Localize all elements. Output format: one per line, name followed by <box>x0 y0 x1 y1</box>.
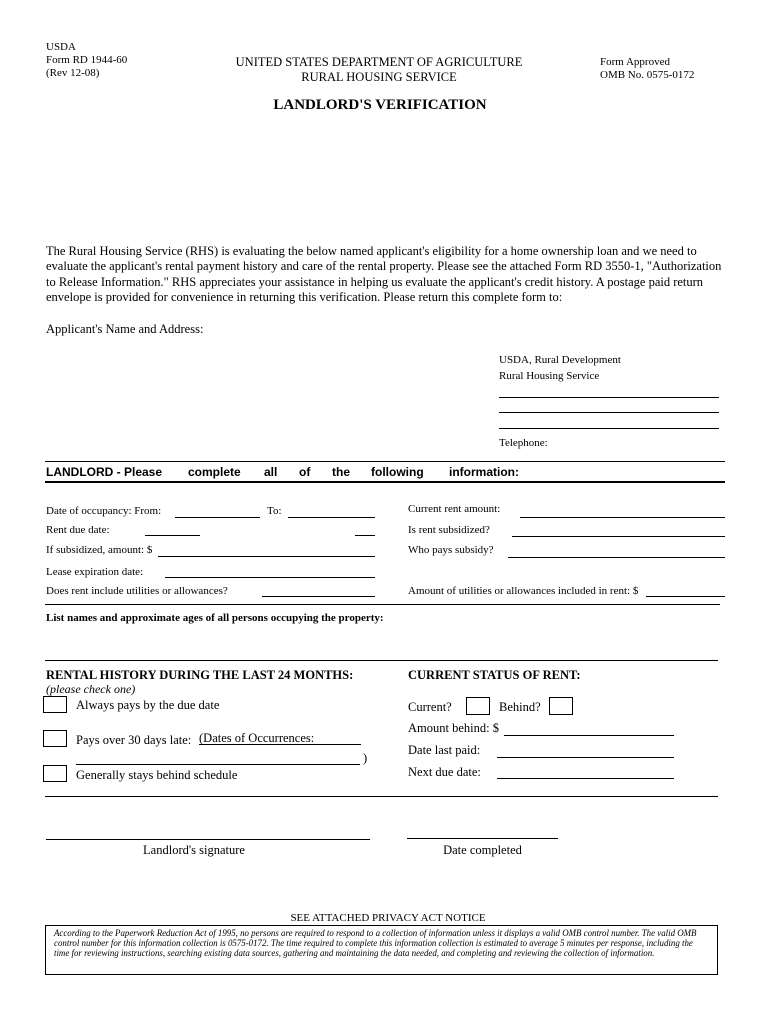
utilities-question-label: Does rent include utilities or allowances? <box>46 585 228 597</box>
telephone-label: Telephone: <box>499 437 548 449</box>
next-due-date-label: Next due date: <box>408 765 481 779</box>
omb-number: OMB No. 0575-0172 <box>600 69 695 81</box>
return-address-line[interactable] <box>499 412 719 413</box>
date-last-paid-field[interactable] <box>497 757 674 758</box>
utilities-amount-label: Amount of utilities or allowances included in rent: $ <box>408 585 639 597</box>
section-rule <box>45 481 725 483</box>
paperwork-notice-box <box>45 925 718 975</box>
utilities-question-field[interactable] <box>262 596 375 597</box>
section-rule <box>45 461 725 462</box>
who-pays-subsidy-label: Who pays subsidy? <box>408 544 494 556</box>
occupancy-to-field[interactable] <box>288 517 375 518</box>
occupancy-from-field[interactable] <box>175 517 260 518</box>
current-label: Current? <box>408 700 452 714</box>
return-address-line[interactable] <box>499 428 719 429</box>
section-rule <box>45 796 718 797</box>
agency-name: USDA <box>46 41 76 53</box>
dates-close-paren: ) <box>363 751 368 765</box>
privacy-act-notice: SEE ATTACHED PRIVACY ACT NOTICE <box>290 912 486 924</box>
landlord-header-word: of <box>299 465 311 479</box>
always-pays-label: Always pays by the due date <box>76 698 220 712</box>
intro-paragraph: The Rural Housing Service (RHS) is evaluating the below named applicant's eligibility for a home ownership loan and we need to evaluate the applicant's rental payment history and care of the rental property. Please see the attached Form RD 3550-1, "Authorization to Release Information." RHS appreciates your assistance in helping us evaluate the applicant's credit history. A postage paid return envelope is provided for convenience in returning this verification. Please return this complete form to: <box>46 244 722 304</box>
landlord-signature-label: Landlord's signature <box>143 843 245 857</box>
rent-subsidized-label: Is rent subsidized? <box>408 524 490 536</box>
form-revision: (Rev 12-08) <box>46 67 100 79</box>
landlord-header-word: complete <box>188 465 241 479</box>
dates-of-occurrences-field[interactable] <box>199 744 361 745</box>
date-completed-label: Date completed <box>443 843 522 857</box>
date-occupancy-label: Date of occupancy: From: <box>46 505 162 517</box>
dates-of-occurrences-field[interactable] <box>76 764 360 765</box>
current-checkbox[interactable] <box>466 697 490 715</box>
stays-behind-label: Generally stays behind schedule <box>76 768 238 782</box>
landlord-signature-field[interactable] <box>46 839 370 840</box>
rent-due-date-field[interactable] <box>145 535 200 536</box>
subsidized-amount-field[interactable] <box>158 556 375 557</box>
page-title: LANDLORD'S VERIFICATION <box>273 97 487 113</box>
utilities-amount-field[interactable] <box>646 596 725 597</box>
pays-late-label: Pays over 30 days late: <box>76 733 192 747</box>
amount-behind-field[interactable] <box>504 735 674 736</box>
always-pays-checkbox[interactable] <box>43 696 67 713</box>
return-address-line1: USDA, Rural Development <box>499 354 621 366</box>
rental-history-subheading: (please check one) <box>46 682 136 696</box>
occupancy-to-label: To: <box>267 505 282 517</box>
landlord-header-word: the <box>332 465 350 479</box>
next-due-date-field[interactable] <box>497 778 674 779</box>
stays-behind-checkbox[interactable] <box>43 765 67 782</box>
form-number: Form RD 1944-60 <box>46 54 128 66</box>
paperwork-notice-text: According to the Paperwork Reduction Act of 1995, no persons are required to respond to a collection of information unless it displays a valid OMB control number. The valid OMB control number for this information collection is 0575-0172. The time required to complete this information collection is estimated to average 5 minutes per response, including the time for reviewing instructions, searching existing data sources, gathering and maintaining the data needed, and completing and reviewing the collection of information. <box>54 928 697 958</box>
behind-checkbox[interactable] <box>549 697 573 715</box>
rent-due-date-field[interactable] <box>355 535 375 536</box>
rent-due-date-label: Rent due date: <box>46 524 110 536</box>
department-name: UNITED STATES DEPARTMENT OF AGRICULTURE <box>235 55 523 69</box>
lease-expiration-label: Lease expiration date: <box>46 566 144 578</box>
rent-subsidized-field[interactable] <box>512 536 725 537</box>
return-address-line2: Rural Housing Service <box>499 370 600 382</box>
dates-of-occurrences-label: (Dates of Occurrences: <box>199 731 315 745</box>
amount-behind-label: Amount behind: $ <box>408 721 499 735</box>
landlord-header-word: LANDLORD - Please <box>46 465 163 479</box>
who-pays-subsidy-field[interactable] <box>508 557 725 558</box>
return-address-line[interactable] <box>499 397 719 398</box>
landlord-header-word: all <box>264 465 278 479</box>
behind-label: Behind? <box>499 700 541 714</box>
section-rule <box>45 604 720 605</box>
form-approved: Form Approved <box>600 56 670 68</box>
rental-history-heading: RENTAL HISTORY DURING THE LAST 24 MONTHS: <box>46 668 354 682</box>
subsidized-amount-label: If subsidized, amount: $ <box>46 544 153 556</box>
current-status-heading: CURRENT STATUS OF RENT: <box>408 668 581 682</box>
occupants-label: List names and approximate ages of all persons occupying the property: <box>46 612 384 624</box>
landlord-header-word: following <box>371 465 424 479</box>
pays-late-checkbox[interactable] <box>43 730 67 747</box>
current-rent-field[interactable] <box>520 517 725 518</box>
date-last-paid-label: Date last paid: <box>408 743 481 757</box>
section-rule <box>45 660 718 661</box>
service-name: RURAL HOUSING SERVICE <box>301 70 457 84</box>
lease-expiration-field[interactable] <box>165 577 375 578</box>
date-completed-field[interactable] <box>407 838 558 839</box>
applicant-label: Applicant's Name and Address: <box>46 322 204 336</box>
current-rent-label: Current rent amount: <box>408 503 501 515</box>
landlord-header-word: information: <box>449 465 519 479</box>
